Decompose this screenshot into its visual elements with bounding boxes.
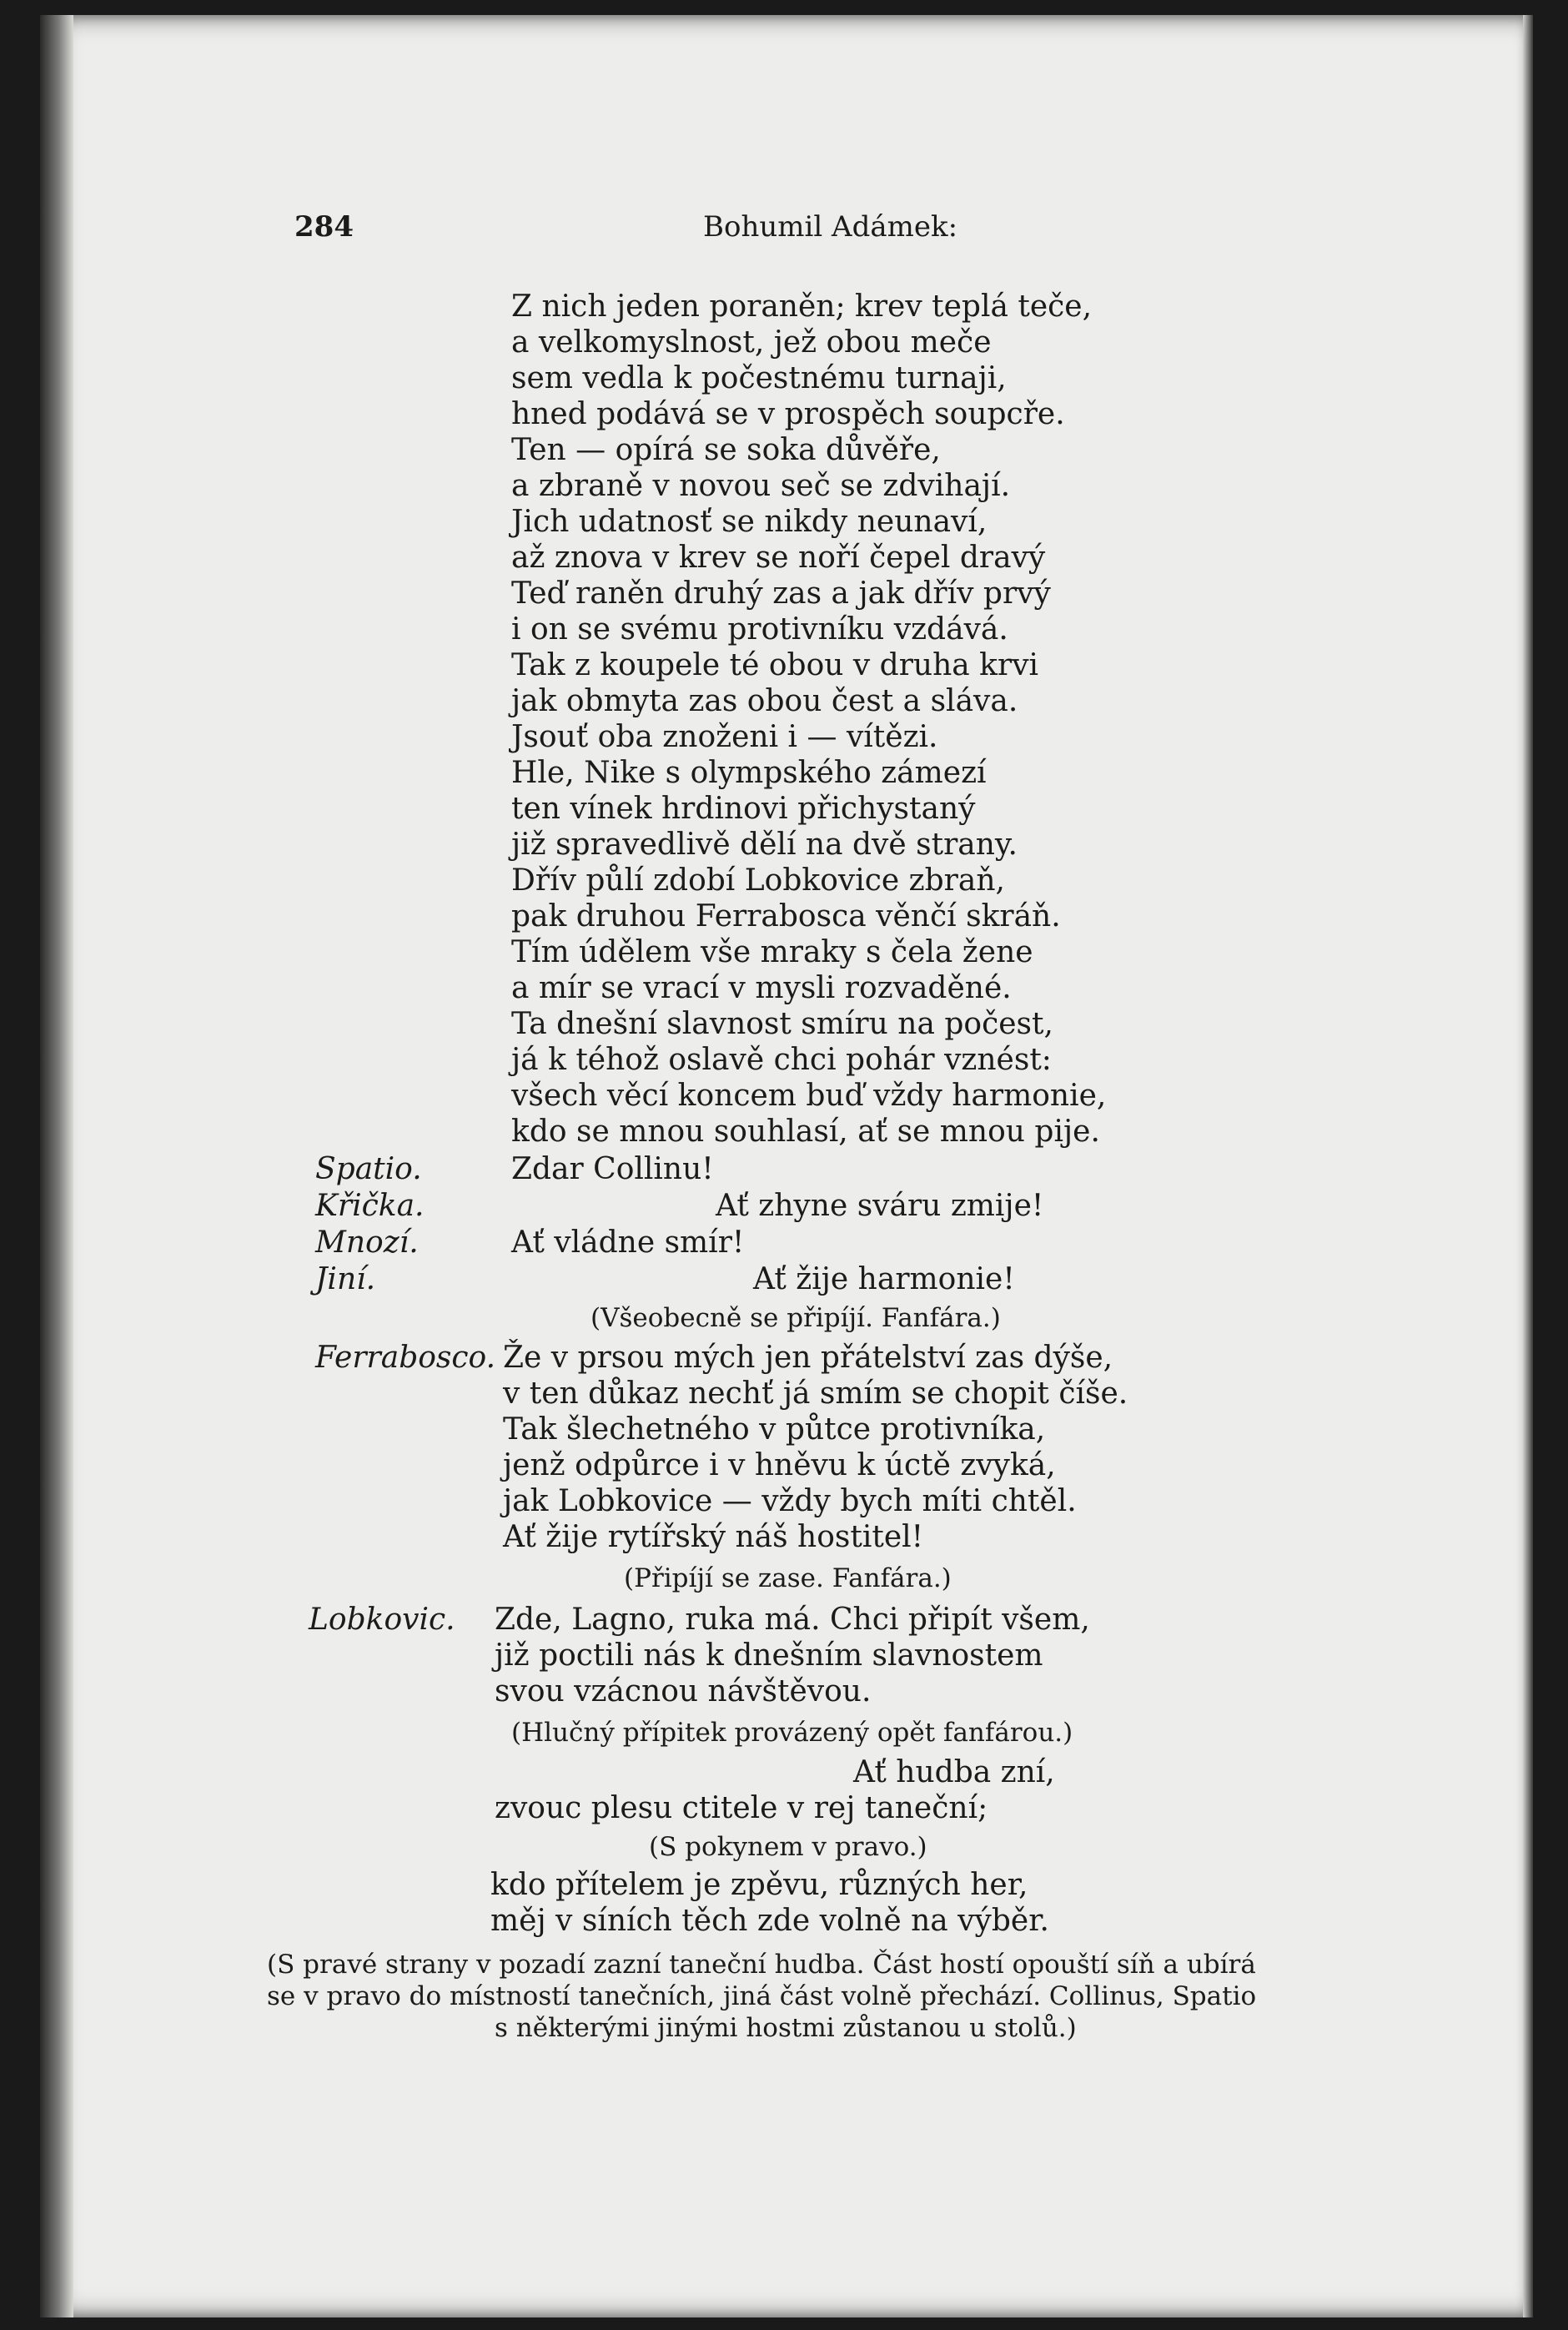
stage-direction: (S pokynem v pravo.) bbox=[649, 1832, 927, 1862]
verse-line: a mír se vrací v mysli rozvaděné. bbox=[511, 971, 1012, 1005]
dialogue-line: zvouc plesu ctitele v rej taneční; bbox=[495, 1791, 988, 1825]
dialogue-line: Že v prsou mých jen přátelství zas dýše, bbox=[503, 1341, 1113, 1375]
verse-line: všech věcí koncem buď vždy harmonie, bbox=[511, 1079, 1107, 1113]
speaker-name: Jiní. bbox=[315, 1262, 376, 1296]
verse-line: sem vedla k počestnému turnaji, bbox=[511, 361, 1007, 395]
stage-direction: (Všeobecně se připíjí. Fanfára.) bbox=[591, 1303, 1001, 1333]
verse-line: ten vínek hrdinovi přichystaný bbox=[511, 792, 976, 826]
verse-line: a zbraně v novou seč se zdvihají. bbox=[511, 469, 1011, 503]
dialogue-line: kdo přítelem je zpěvu, různých her, bbox=[490, 1868, 1028, 1902]
footnote-line: s některými jinými hostmi zůstanou u stolů.) bbox=[495, 2013, 1077, 2043]
verse-line: Tím údělem vše mraky s čela žene bbox=[511, 935, 1033, 969]
speaker-name: Lobkovic. bbox=[309, 1603, 455, 1637]
dialogue-line: měj v síních těch zde volně na výběr. bbox=[490, 1904, 1049, 1938]
speaker-name: Spatio. bbox=[315, 1152, 422, 1186]
speaker-name: Ferrabosco. bbox=[315, 1341, 496, 1375]
dialogue-line: v ten důkaz nechť já smím se chopit číše. bbox=[503, 1376, 1128, 1411]
dialogue-line: Tak šlechetného v půtce protivníka, bbox=[503, 1412, 1046, 1447]
page-gutter-shadow bbox=[40, 15, 73, 2317]
verse-line: jak obmyta zas obou čest a sláva. bbox=[511, 684, 1018, 718]
speaker-name: Mnozí. bbox=[315, 1225, 419, 1260]
verse-line: Ta dnešní slavnost smíru na počest, bbox=[511, 1007, 1053, 1041]
verse-line: kdo se mnou souhlasí, ať se mnou pije. bbox=[511, 1115, 1100, 1149]
dialogue-line: Zde, Lagno, ruka má. Chci připít všem, bbox=[495, 1603, 1090, 1637]
page-edge-shadow bbox=[1523, 15, 1533, 2317]
dialogue-line: Ať žije harmonie! bbox=[753, 1262, 1015, 1296]
verse-line: Z nich jeden poraněn; krev teplá teče, bbox=[511, 289, 1093, 324]
verse-line: a velkomyslnost, jež obou meče bbox=[511, 325, 992, 360]
verse-line: Teď raněn druhý zas a jak dřív prvý bbox=[511, 576, 1051, 611]
dialogue-line: Ať vládne smír! bbox=[511, 1225, 745, 1260]
verse-line: až znova v krev se noří čepel dravý bbox=[511, 541, 1046, 575]
verse-line: Jich udatnosť se nikdy neunaví, bbox=[511, 505, 988, 539]
page-number: 284 bbox=[294, 210, 354, 244]
running-title: Bohumil Adámek: bbox=[703, 210, 958, 244]
stage-direction: (Připíjí se zase. Fanfára.) bbox=[624, 1563, 952, 1593]
verse-line: Dřív půlí zdobí Lobkovice zbraň, bbox=[511, 863, 1005, 898]
verse-line: hned podává se v prospěch soupcře. bbox=[511, 397, 1065, 431]
dialogue-line: Ať zhyne sváru zmije! bbox=[716, 1189, 1044, 1223]
dialogue-line: jenž odpůrce i v hněvu k úctě zvyká, bbox=[503, 1448, 1056, 1482]
verse-line: Hle, Nike s olympského zámezí bbox=[511, 756, 987, 790]
stage-direction: (Hlučný přípitek provázený opět fanfárou.) bbox=[511, 1718, 1073, 1748]
dialogue-line: svou vzácnou návštěvou. bbox=[495, 1674, 872, 1708]
dialogue-line: jak Lobkovice — vždy bych míti chtěl. bbox=[503, 1484, 1077, 1518]
verse-line: pak druhou Ferrabosca věnčí skráň. bbox=[511, 899, 1061, 934]
verse-line: již spravedlivě dělí na dvě strany. bbox=[511, 828, 1018, 862]
dialogue-line: již poctili nás k dnešním slavnostem bbox=[495, 1638, 1043, 1673]
verse-line: Jsouť oba znoženi i — vítězi. bbox=[511, 720, 938, 754]
footnote-line: se v pravo do místností tanečních, jiná část volně přechází. Collinus, Spatio bbox=[267, 1981, 1257, 2011]
verse-line: Tak z koupele té obou v druha krvi bbox=[511, 648, 1039, 682]
dialogue-line: Ať hudba zní, bbox=[853, 1755, 1055, 1789]
verse-line: já k téhož oslavě chci pohár vznést: bbox=[511, 1043, 1052, 1077]
verse-line: i on se svému protivníku vzdává. bbox=[511, 612, 1008, 647]
book-page bbox=[40, 15, 1533, 2317]
speaker-name: Křička. bbox=[315, 1189, 425, 1223]
dialogue-line: Ať žije rytířský náš hostitel! bbox=[503, 1520, 924, 1554]
dialogue-line: Zdar Collinu! bbox=[511, 1152, 714, 1186]
verse-line: Ten — opírá se soka důvěře, bbox=[511, 433, 941, 467]
footnote-line: (S pravé strany v pozadí zazní taneční hudba. Část hostí opouští síň a ubírá bbox=[267, 1950, 1256, 1980]
